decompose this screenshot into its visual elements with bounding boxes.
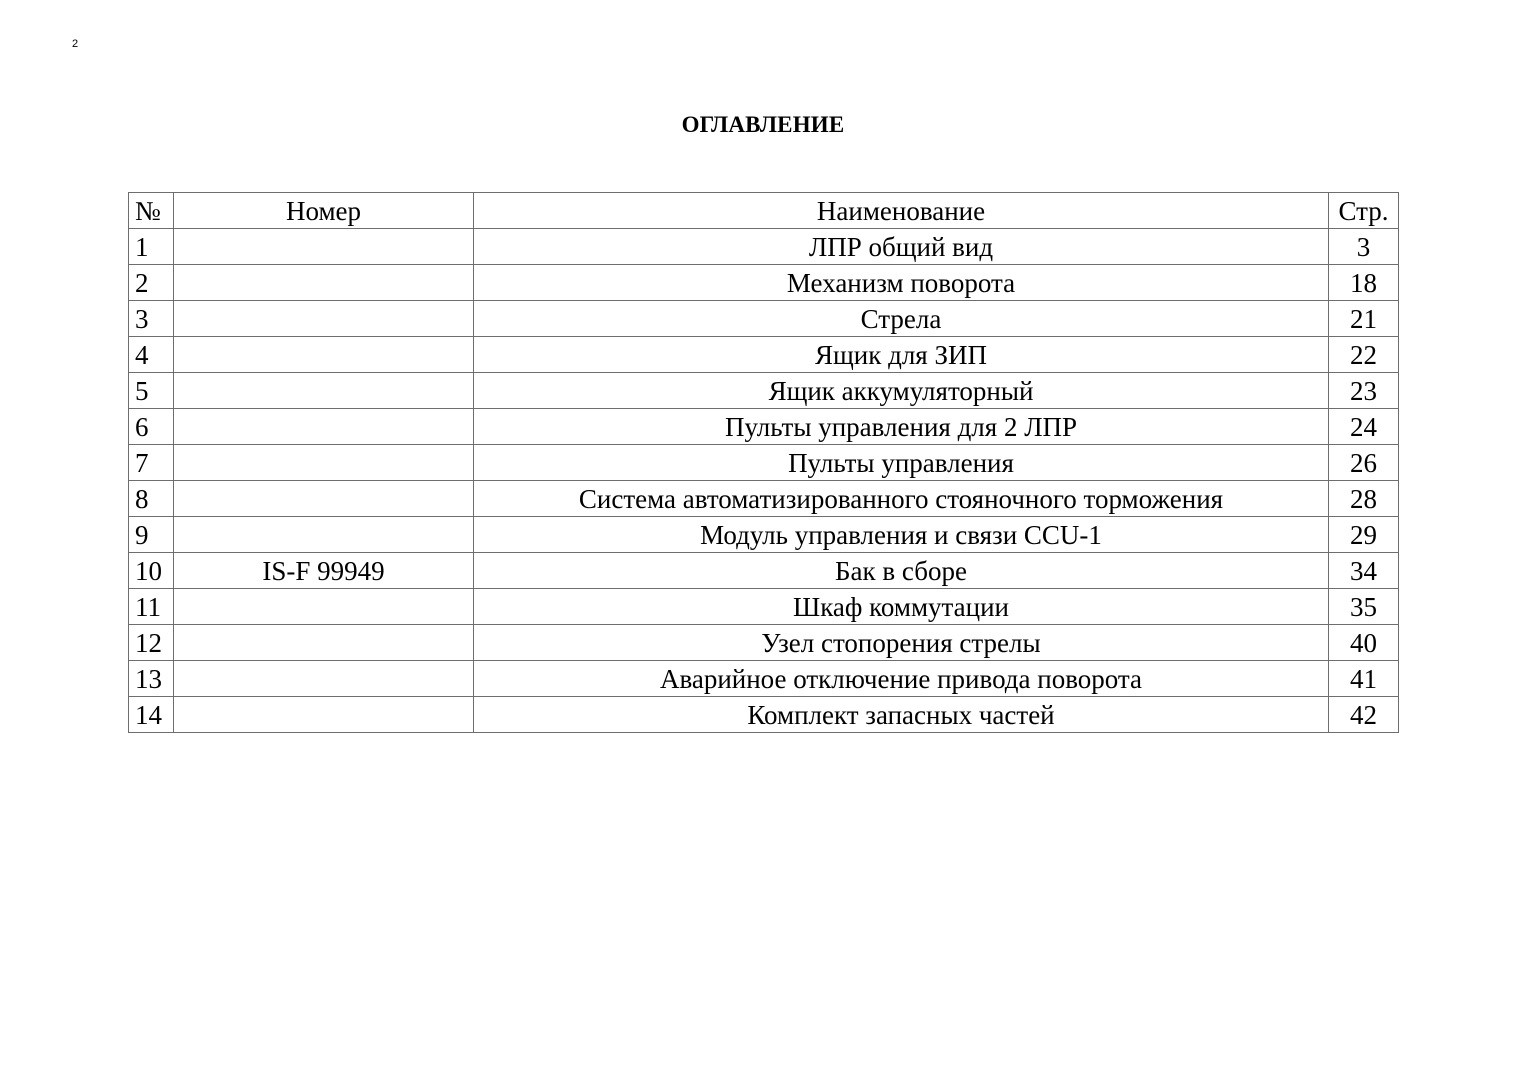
row-num: 5 (129, 373, 174, 409)
row-num: 10 (129, 553, 174, 589)
row-num: 6 (129, 409, 174, 445)
row-num: 8 (129, 481, 174, 517)
row-name: Ящик для ЗИП (474, 337, 1329, 373)
row-code (174, 697, 474, 733)
table-header-row (129, 193, 1399, 229)
row-page: 28 (1329, 481, 1399, 517)
row-code (174, 229, 474, 265)
row-num: 2 (129, 265, 174, 301)
row-name: Система автоматизированного стояночного торможения (474, 481, 1329, 517)
row-page: 3 (1329, 229, 1399, 265)
table-row (129, 337, 1399, 373)
row-page: 21 (1329, 301, 1399, 337)
table-row (129, 625, 1399, 661)
table-row (129, 661, 1399, 697)
row-code (174, 301, 474, 337)
row-page: 40 (1329, 625, 1399, 661)
row-num: 11 (129, 589, 174, 625)
row-page: 34 (1329, 553, 1399, 589)
table-row (129, 517, 1399, 553)
row-code (174, 661, 474, 697)
row-page: 22 (1329, 337, 1399, 373)
table-row (129, 265, 1399, 301)
row-num: 13 (129, 661, 174, 697)
row-num: 9 (129, 517, 174, 553)
row-page: 29 (1329, 517, 1399, 553)
row-page: 42 (1329, 697, 1399, 733)
page-title: ОГЛАВЛЕНИЕ (681, 112, 845, 137)
row-code (174, 265, 474, 301)
row-name: Комплект запасных частей (474, 697, 1329, 733)
table-row (129, 697, 1399, 733)
row-num: 4 (129, 337, 174, 373)
row-code (174, 409, 474, 445)
table-row (129, 589, 1399, 625)
row-name: Аварийное отключение привода поворота (474, 661, 1329, 697)
table-row (129, 481, 1399, 517)
column-header-name: Наименование (474, 193, 1329, 229)
row-name: Бак в сборе (474, 553, 1329, 589)
column-header-page: Стр. (1329, 193, 1399, 229)
row-page: 24 (1329, 409, 1399, 445)
table-row (129, 373, 1399, 409)
row-name: Ящик аккумуляторный (474, 373, 1329, 409)
row-code (174, 589, 474, 625)
row-code (174, 625, 474, 661)
row-name: Стрела (474, 301, 1329, 337)
row-page: 18 (1329, 265, 1399, 301)
table-of-contents (128, 192, 1399, 733)
table-row (129, 409, 1399, 445)
row-num: 14 (129, 697, 174, 733)
row-page: 35 (1329, 589, 1399, 625)
row-num: 7 (129, 445, 174, 481)
row-name: Шкаф коммутации (474, 589, 1329, 625)
row-name: Пульты управления для 2 ЛПР (474, 409, 1329, 445)
row-name: Пульты управления (474, 445, 1329, 481)
row-num: 1 (129, 229, 174, 265)
column-header-num: № (129, 193, 174, 229)
column-header-code: Номер (174, 193, 474, 229)
row-name: Механизм поворота (474, 265, 1329, 301)
row-page: 26 (1329, 445, 1399, 481)
row-name: Узел стопорения стрелы (474, 625, 1329, 661)
row-code (174, 517, 474, 553)
table-row (129, 445, 1399, 481)
row-num: 3 (129, 301, 174, 337)
row-code (174, 481, 474, 517)
row-code (174, 373, 474, 409)
row-code (174, 445, 474, 481)
row-num: 12 (129, 625, 174, 661)
page-number: 2 (72, 38, 79, 50)
table-row (129, 553, 1399, 589)
row-page: 41 (1329, 661, 1399, 697)
row-code: IS-F 99949 (174, 553, 474, 589)
table-row (129, 301, 1399, 337)
table-row (129, 229, 1399, 265)
row-name: Модуль управления и связи CCU-1 (474, 517, 1329, 553)
row-page: 23 (1329, 373, 1399, 409)
row-code (174, 337, 474, 373)
row-name: ЛПР общий вид (474, 229, 1329, 265)
